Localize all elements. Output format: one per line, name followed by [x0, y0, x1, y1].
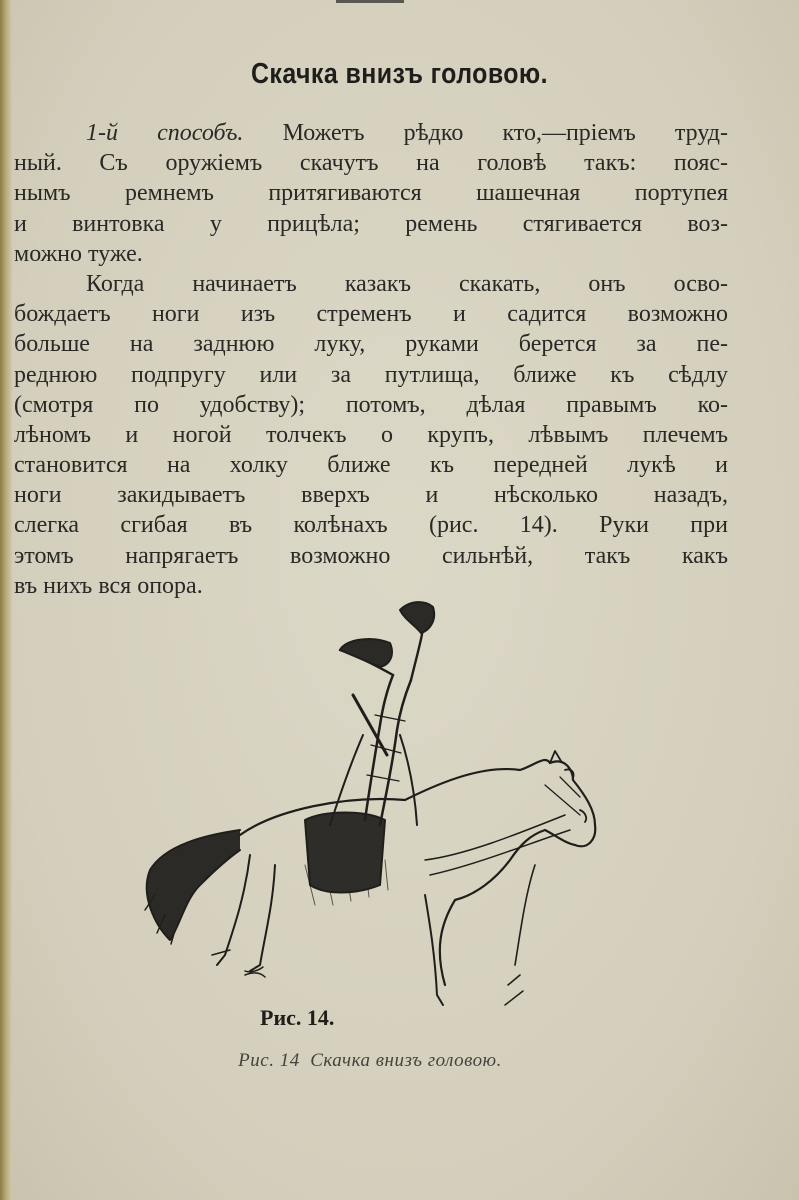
paragraph-2-line: этомъ напрягаетъ возможно сильнѣй, такъ какъ — [14, 542, 728, 569]
paragraph-1-line: и винтовка у прицѣла; ремень стягивается воз- — [14, 210, 728, 237]
rider-illustration — [125, 595, 625, 1040]
paragraph-2-line: становится на холку ближе къ передней лукѣ и — [14, 452, 728, 479]
paragraph-1-line: ный. Съ оружіемъ скачутъ на головѣ такъ: пояс- — [14, 150, 728, 177]
paragraph-2-line: бождаетъ ноги изъ стременъ и садится возможно — [14, 301, 728, 328]
paragraph-2-line: больше на заднюю луку, руками берется за пе- — [14, 331, 728, 358]
paragraph-1-line: нымъ ремнемъ притягиваются шашечная портупея — [14, 180, 728, 207]
paragraph-1-line-1 — [14, 118, 728, 148]
method-label: 1-й способъ. — [86, 120, 244, 146]
paragraph-2-line: лѣномъ и ногой толчекъ о крупъ, лѣвымъ плечемъ — [14, 421, 728, 448]
paragraph-1-line-1-text: Можетъ рѣдко кто,—пріемъ труд- — [282, 120, 729, 146]
caption-text: Скачка внизъ головою. — [310, 1050, 502, 1071]
paragraph-1-line: можно туже. — [14, 240, 143, 267]
figure-caption — [0, 1050, 740, 1072]
paragraph-2-line: (смотря по удобству); потомъ, дѣлая правымъ ко- — [14, 391, 728, 418]
paragraph-2-line: въ нихъ вся опора. — [14, 572, 203, 599]
top-rule — [336, 0, 404, 3]
paragraph-2-line: ноги закидываетъ вверхъ и нѣсколько назадъ, — [14, 482, 728, 509]
body-text — [14, 118, 728, 601]
figure-signature: Рис. 14. — [260, 1005, 335, 1030]
paragraph-2-line: реднюю подпругу или за путлища, ближе къ сѣдлу — [14, 361, 728, 388]
page-title: Скачка внизъ головою. — [250, 58, 549, 90]
paragraph-2-line: Когда начинаетъ казакъ скакать, онъ осво- — [86, 270, 728, 297]
paragraph-2-line: слегка сгибая въ колѣнахъ (рис. 14). Руки при — [14, 512, 728, 539]
page-spine — [0, 0, 12, 1200]
caption-number: Рис. 14 — [238, 1050, 300, 1071]
